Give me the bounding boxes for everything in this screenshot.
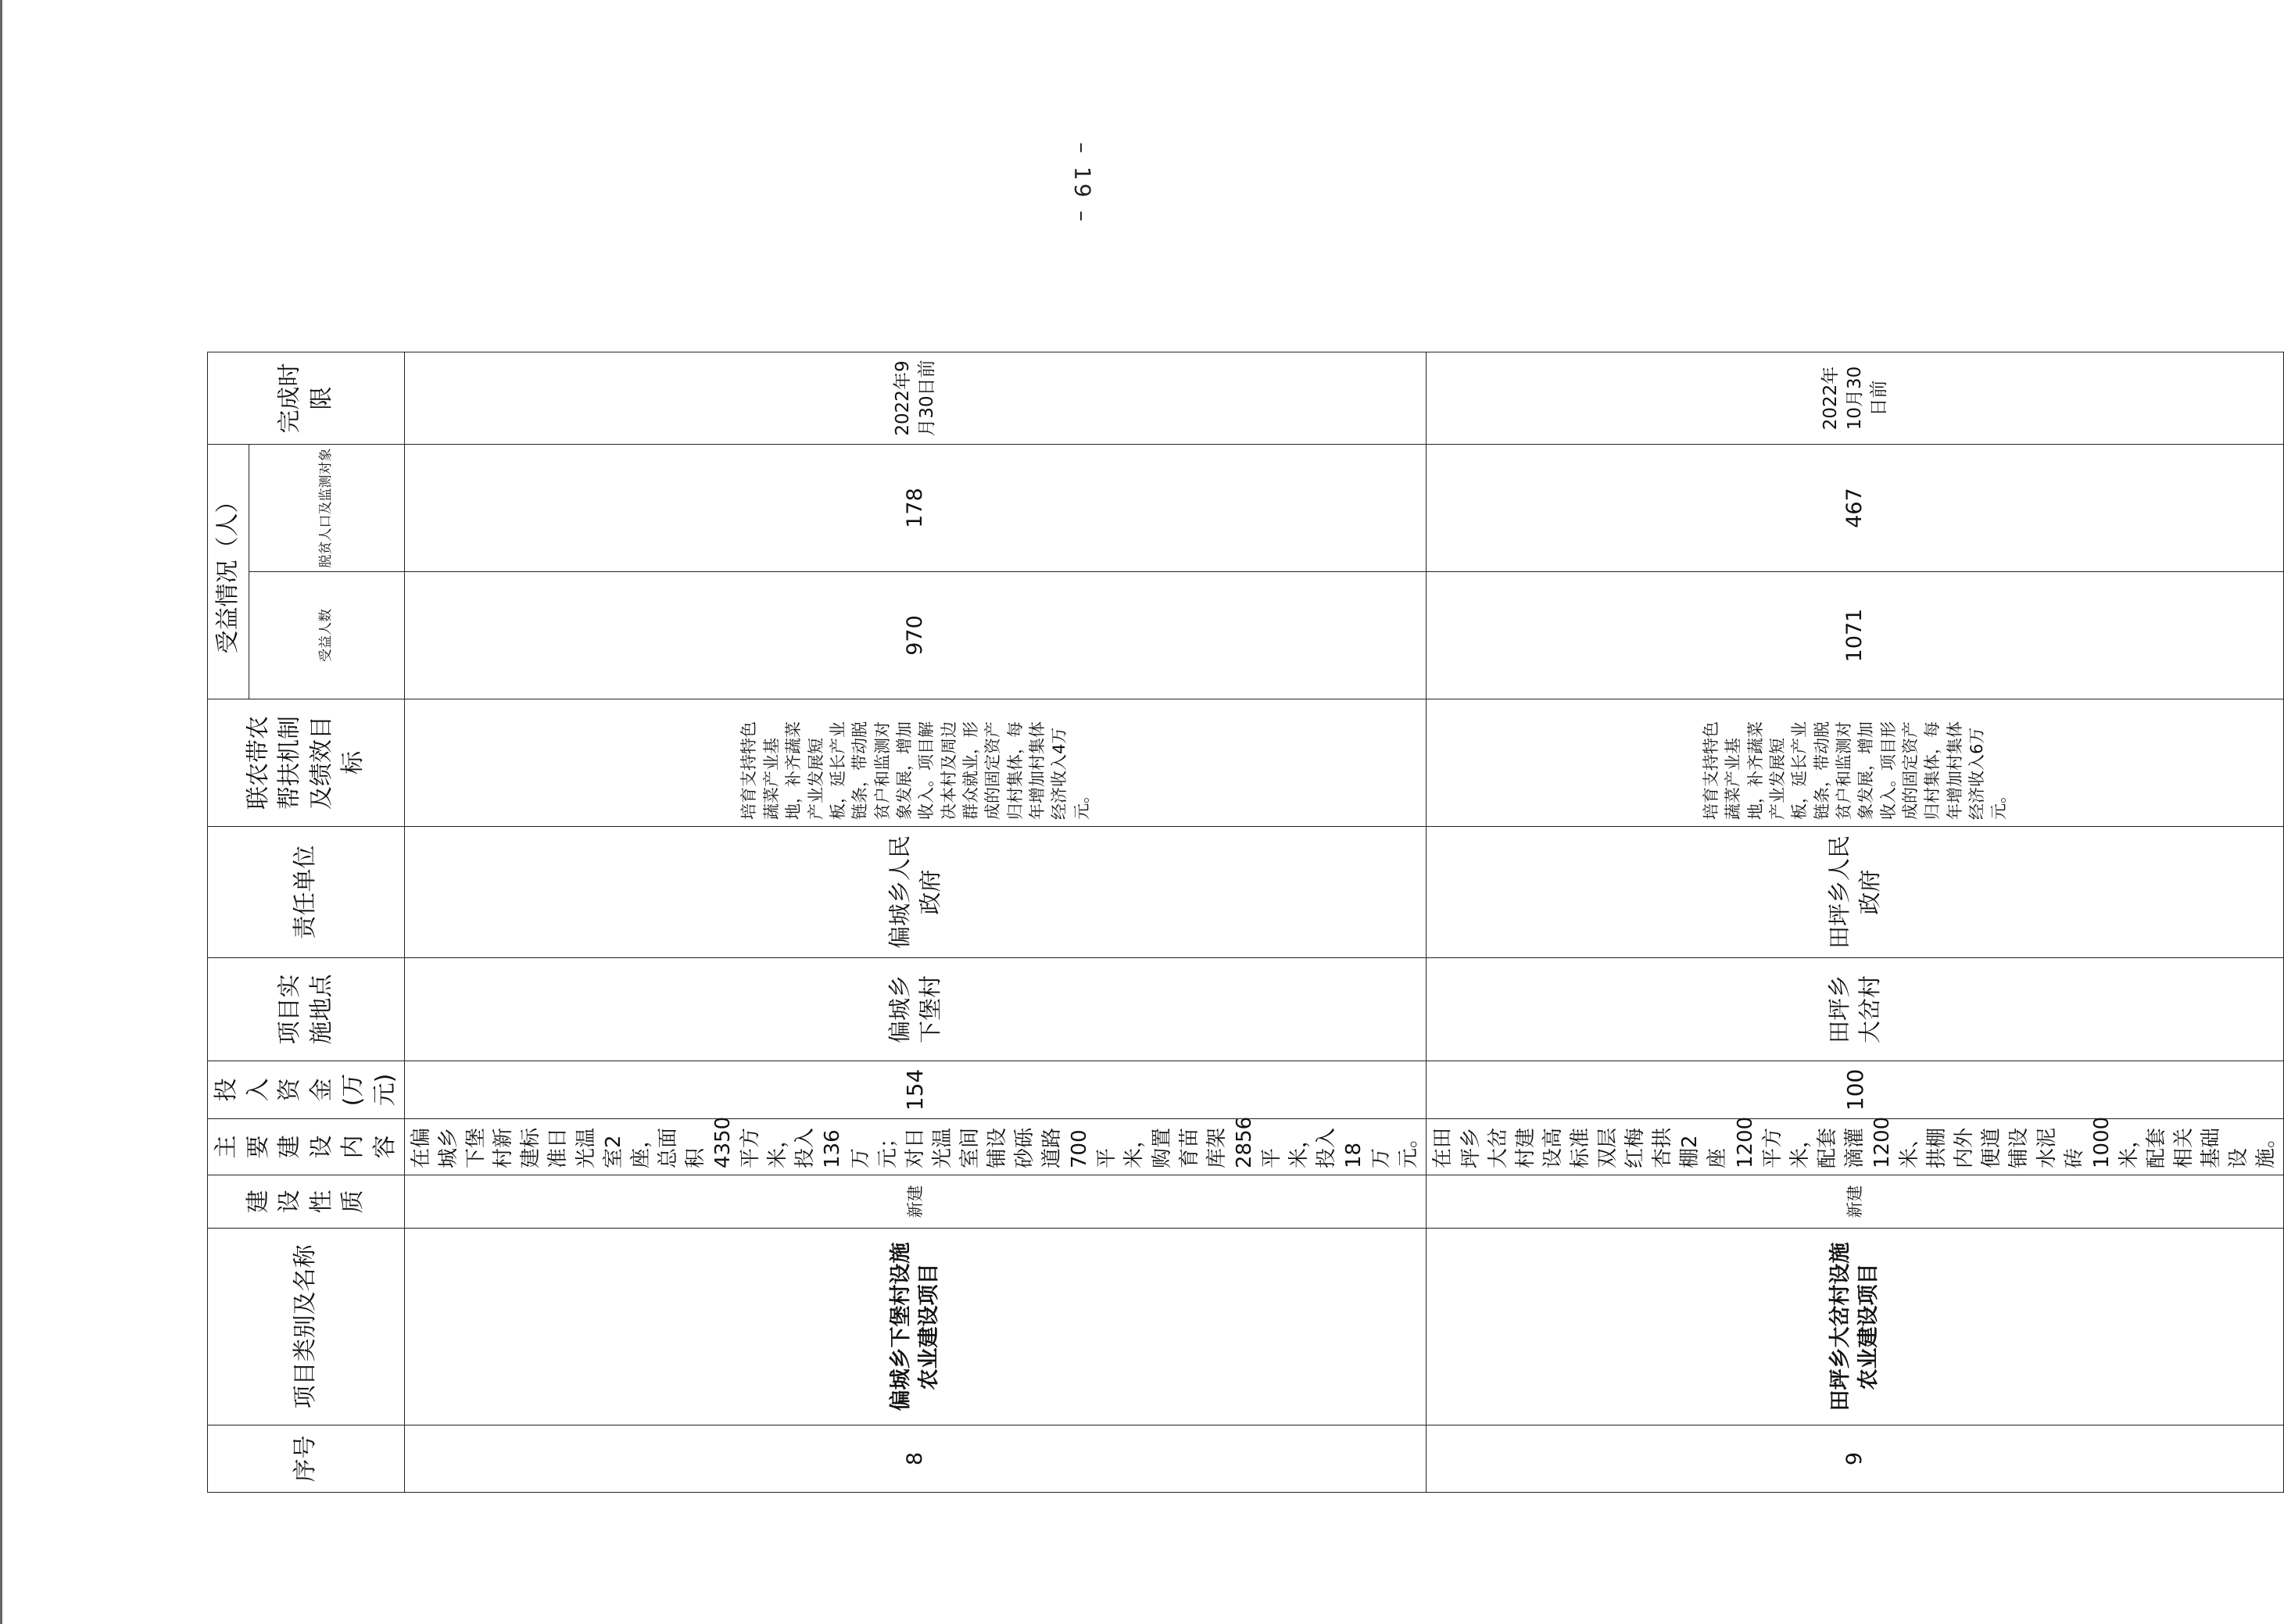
- table-header-row: [208, 55, 405, 1493]
- row-nature: 新建: [405, 1175, 1427, 1229]
- header-benefit-label: 受益情况（人）: [208, 445, 249, 699]
- row-location: 田坪乡大岔村: [1427, 958, 2284, 1061]
- row-content: 在田坪乡大岔村建设高标准双层红梅杏拱棚2座1200平方米，配套滴灌1200米、拱棚内外便道铺设水泥砖1000米，配套相关基础设施。: [1427, 1119, 2284, 1175]
- row-benefit-people: 970: [405, 572, 1426, 699]
- header-investment: 投入资金(万元): [208, 1061, 405, 1119]
- header-seq: 序号: [208, 1425, 405, 1493]
- header-name: 项目类别及名称: [208, 1229, 405, 1425]
- header-nature: 建设性质: [208, 1175, 405, 1229]
- row-seq: 8: [405, 1425, 1427, 1493]
- row-investment: 154: [405, 1061, 1427, 1119]
- row-location: 偏城乡下堡村: [405, 958, 1427, 1061]
- header-benefit: [208, 445, 405, 699]
- page-edge-line: [0, 0, 2, 1624]
- row-benefit-people: 1071: [1427, 572, 2283, 699]
- page-number: – 19 –: [1069, 142, 1096, 225]
- header-unit: 责任单位: [208, 827, 405, 958]
- header-content: 主要建设内容: [208, 1119, 405, 1175]
- row-deadline: 2022年9月30日前: [405, 352, 1427, 445]
- row-name: 偏城乡下堡村设施农业建设项目: [405, 1229, 1427, 1425]
- row-unit: 田坪乡人民政府: [1427, 827, 2284, 958]
- row-mechanism: 培育支持特色蔬菜产业基地，补齐蔬菜产业发展短板，延长产业链条，带动脱贫户和监测对象发展，增加收入。项目解决本村及周边群众就业，形成的固定资产归村集体，每年增加村集体经济收入4万元。: [405, 699, 1427, 827]
- row-investment: 100: [1427, 1061, 2284, 1119]
- row-unit: 偏城乡人民政府: [405, 827, 1427, 958]
- header-benefit-poor: 脱贫人口及监测对象: [318, 448, 335, 568]
- row-benefit-poor: 467: [1842, 488, 1867, 528]
- row-benefit: [405, 445, 1427, 699]
- row-seq: 9: [1427, 1425, 2284, 1493]
- header-location: 项目实施地点: [208, 958, 405, 1061]
- table-row-9: [1427, 55, 2284, 1493]
- header-deadline: 完成时限: [208, 352, 405, 445]
- row-deadline: 2022年10月30日前: [1427, 352, 2284, 445]
- row-content: 在偏城乡下堡村新建标准日光温室2座，总面积4350平方米，投入136万元；对日光温室间铺设砂砾道路700平米，购置育苗库架2856平米，投入18万元。: [405, 1119, 1427, 1175]
- header-benefit-people: 受益人数: [249, 572, 404, 699]
- row-mechanism: 培育支持特色蔬菜产业基地，补齐蔬菜产业发展短板，延长产业链条，带动脱贫户和监测对象发展，增加收入。项目形成的固定资产归村集体，每年增加村集体经济收入6万元。: [1427, 699, 2284, 827]
- row-benefit: [1427, 445, 2284, 699]
- header-mechanism: 联农带农帮扶机制及绩效目标: [208, 699, 405, 827]
- row-nature: 新建: [1427, 1175, 2284, 1229]
- row-benefit-poor: 178: [903, 488, 928, 528]
- table-row-8: [405, 55, 1427, 1493]
- project-table: [207, 54, 2284, 1493]
- row-name: 田坪乡大岔村设施农业建设项目: [1427, 1229, 2284, 1425]
